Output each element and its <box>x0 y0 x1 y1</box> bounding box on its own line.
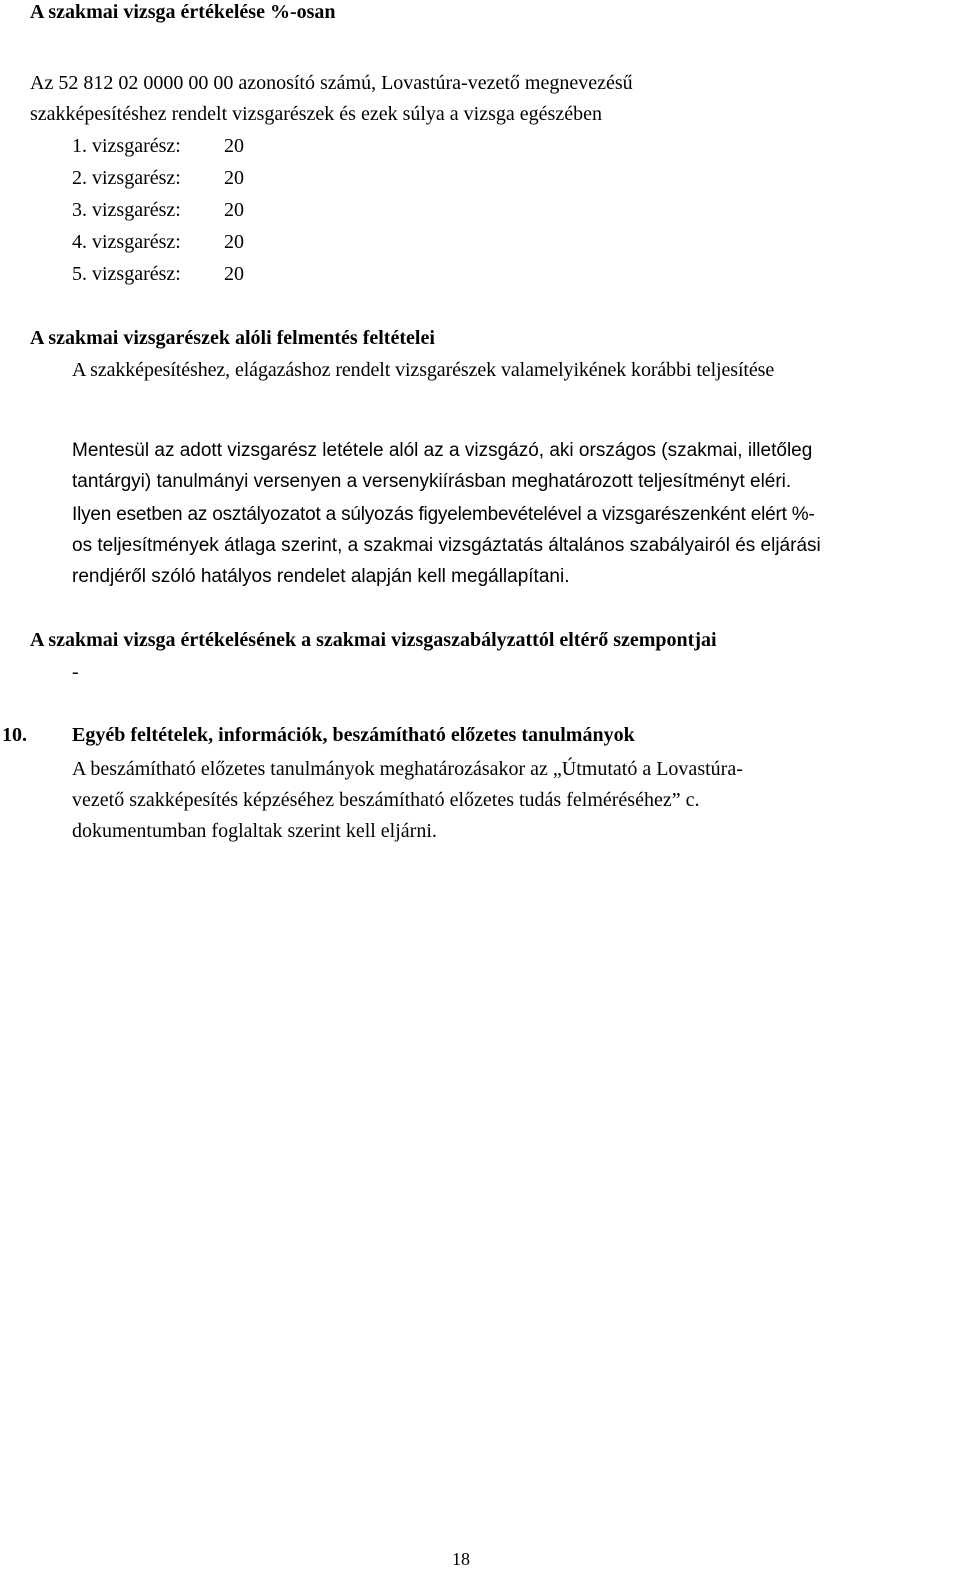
exam-part-weight: 20 <box>224 167 244 189</box>
page-number: 18 <box>452 1549 470 1569</box>
exam-part-label: 2. vizsgarész: <box>72 167 181 189</box>
section-paragraph-line: A beszámítható előzetes tanulmányok meghatározásakor az „Útmutató a Lovastúra- <box>72 758 743 780</box>
exam-part-label: 5. vizsgarész: <box>72 263 181 285</box>
exam-part-label: 3. vizsgarész: <box>72 199 181 221</box>
heading-exemption-conditions: A szakmai vizsgarészek alóli felmentés feltételei <box>30 327 435 349</box>
competition-paragraph-line: rendjéről szóló hatályos rendelet alapján kell megállapítani. <box>72 566 570 587</box>
section-title: Egyéb feltételek, információk, beszámítható előzetes tanulmányok <box>72 724 635 746</box>
exam-part-weight: 20 <box>224 199 244 221</box>
competition-paragraph-line: Mentesül az adott vizsgarész letétele alól az a vizsgázó, aki országos (szakmai, illetőleg <box>72 440 813 461</box>
exam-part-row <box>72 200 244 220</box>
exam-part-row <box>72 232 244 252</box>
competition-paragraph-line: os teljesítmények átlaga szerint, a szakmai vizsgáztatás általános szabályairól és eljárási <box>72 535 821 556</box>
competition-paragraph-line: tantárgyi) tanulmányi versenyen a versenykiírásban meghatározott teljesítményt eléri. <box>72 471 792 492</box>
exam-part-row <box>72 136 244 156</box>
intro-line-2: szakképesítéshez rendelt vizsgarészek és ezek súlya a vizsga egészében <box>30 103 602 125</box>
intro-line-1: Az 52 812 02 0000 00 00 azonosító számú, Lovastúra-vezető megnevezésű <box>30 72 633 94</box>
deviation-value: - <box>72 661 79 683</box>
exam-part-row <box>72 168 244 188</box>
competition-paragraph-line: Ilyen esetben az osztályozatot a súlyozás figyelembevételével a vizsgarészenként elért %- <box>72 504 815 525</box>
exam-part-label: 4. vizsgarész: <box>72 231 181 253</box>
section-paragraph-line: dokumentumban foglaltak szerint kell eljárni. <box>72 820 437 842</box>
heading-evaluation-percent: A szakmai vizsga értékelése %-osan <box>30 1 336 23</box>
exam-part-weight: 20 <box>224 231 244 253</box>
exemption-text: A szakképesítéshez, elágazáshoz rendelt vizsgarészek valamelyikének korábbi teljesítése <box>72 359 775 381</box>
exam-part-label: 1. vizsgarész: <box>72 135 181 157</box>
section-paragraph-line: vezető szakképesítés képzéséhez beszámítható előzetes tudás felméréséhez” c. <box>72 789 700 811</box>
exam-part-weight: 20 <box>224 263 244 285</box>
exam-part-row <box>72 264 244 284</box>
section-number: 10. <box>2 724 27 746</box>
heading-deviation-aspects: A szakmai vizsga értékelésének a szakmai vizsgaszabályzattól eltérő szempontjai <box>30 629 717 651</box>
exam-part-weight: 20 <box>224 135 244 157</box>
